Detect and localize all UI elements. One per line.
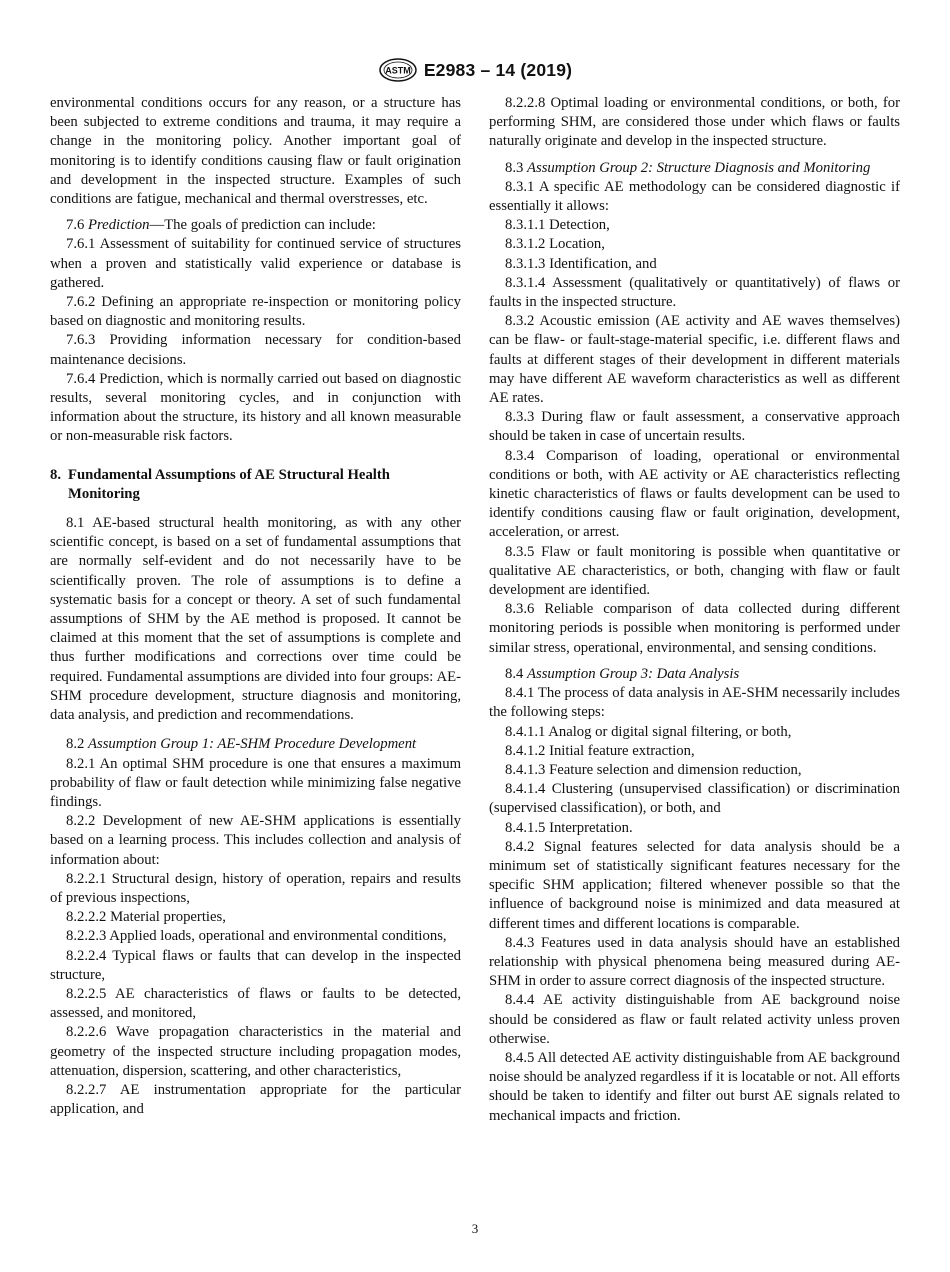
paragraph-8-4-1-2: 8.4.1.2 Initial feature extraction, xyxy=(505,742,695,759)
paragraph-8-3-number: 8.3 xyxy=(505,159,524,176)
paragraph-8-4-3: 8.4.3 Features used in data analysis should have an established relationship with physical phenomena being measured during AE-SHM in order to assure correct diagnosis of the inspected structure. xyxy=(489,934,900,990)
paragraph-8-4-5: 8.4.5 All detected AE activity distinguishable from AE background noise should be analyzed regardless if it is locatable or not. All efforts should be taken to identify and filter out burst AE signals related to mechanical impacts and friction. xyxy=(489,1049,900,1124)
paragraph-8-2-title: Assumption Group 1: AE-SHM Procedure Development xyxy=(88,736,417,753)
paragraph-8-3-1-4: 8.3.1.4 Assessment (qualitatively or quantitatively) of flaws or faults in the inspected structure. xyxy=(489,274,900,311)
paragraph-8-4 xyxy=(489,665,900,684)
section-8-number: 8. xyxy=(50,466,62,483)
paragraph-8-2 xyxy=(50,735,461,754)
paragraph-8-2-2: 8.2.2 Development of new AE-SHM applications is essentially based on a learning process. This includes collection and analysis of information about: xyxy=(50,813,461,868)
left-column xyxy=(50,94,461,1119)
paragraph-7-6-number: 7.6 xyxy=(66,217,85,234)
paragraph-8-2-2-2: 8.2.2.2 Material properties, xyxy=(66,909,226,926)
paragraph-8-3-1: 8.3.1 A specific AE methodology can be considered diagnostic if essentially it allows: xyxy=(489,178,900,215)
paragraph-8-3-title: Assumption Group 2: Structure Diagnosis and Monitoring xyxy=(527,159,871,176)
paragraph-8-3-5: 8.3.5 Flaw or fault monitoring is possible when quantitative or qualitative AE characteristics, or both, changing with flaw or fault development are identified. xyxy=(489,543,900,599)
section-8-title: Fundamental Assumptions of AE Structural Health Monitoring xyxy=(68,466,390,502)
astm-logo-icon xyxy=(378,58,418,82)
document-designation: E2983 – 14 (2019) xyxy=(423,59,573,80)
paragraph-8-2-2-5: 8.2.2.5 AE characteristics of flaws or faults to be detected, assessed, and monitored, xyxy=(50,985,461,1022)
paragraph-7-6-1: 7.6.1 Assessment of suitability for continued service of structures when a proven and statistically valid experience or database is gathered. xyxy=(50,236,461,291)
right-column xyxy=(489,94,900,1126)
paragraph-7-6-lead: Prediction xyxy=(88,217,150,234)
paragraph-8-2-2-3: 8.2.2.3 Applied loads, operational and environmental conditions, xyxy=(66,928,447,945)
paragraph-7-6-3: 7.6.3 Providing information necessary for condition-based maintenance decisions. xyxy=(50,332,461,368)
section-8-heading xyxy=(50,466,461,504)
paragraph-8-4-1-1: 8.4.1.1 Analog or digital signal filtering, or both, xyxy=(505,723,792,740)
paragraph-8-4-number: 8.4 xyxy=(505,665,524,682)
paragraph-8-1: 8.1 AE-based structural health monitoring, as with any other scientific concept, is based on a set of fundamental assumptions that are normally self-evident and do not necessarily have to be scientifically proven. The role of assumptions is to define a systematic basis for a concept or theory. A set of such fundamental assumptions of SHM by the AE method is proposed. It cannot be claimed at this moment that the set of assumptions is complete and thus further modifications and corrections over time could be required. Fundamental assumptions are divided into four groups: AE-SHM procedure development, structure diagnosis and monitoring, data analysis, and prediction and recommendations. xyxy=(50,515,461,724)
paragraph-8-4-4: 8.4.4 AE activity distinguishable from AE background noise should be considered as flaw or fault related activity unless proven otherwise. xyxy=(489,992,900,1047)
page-header xyxy=(0,58,950,82)
paragraph-8-4-1-3: 8.4.1.3 Feature selection and dimension reduction, xyxy=(505,761,802,778)
paragraph-8-3-4: 8.3.4 Comparison of loading, operational or environmental conditions or both, with AE activity or AE characteristics reflecting kinetic characteristics of flaws or faults development can be used to identify conditions causing flaw or fault origination, development, acceleration, or arrest. xyxy=(489,447,900,541)
paragraph-8-2-2-1: 8.2.2.1 Structural design, history of operation, repairs and results of previous inspections, xyxy=(50,870,461,906)
paragraph-8-3-1-3: 8.3.1.3 Identification, and xyxy=(505,255,657,272)
paragraph-7-5-continued: environmental conditions occurs for any reason, or a structure has been subjected to extreme conditions and trauma, it may require a change in the monitoring policy. Another important goal of monitoring is to identify conditions causing flaw or fault origination and development in the inspected structure. Examples of such conditions are fatigue, mechanical and thermal overstresses, etc. xyxy=(50,95,461,208)
paragraph-8-4-1-5: 8.4.1.5 Interpretation. xyxy=(505,819,633,836)
paragraph-7-6 xyxy=(50,216,461,235)
paragraph-8-2-2-7: 8.2.2.7 AE instrumentation appropriate for the particular application, and xyxy=(50,1081,461,1118)
paragraph-8-2-number: 8.2 xyxy=(66,736,85,753)
paragraph-7-6-2: 7.6.2 Defining an appropriate re-inspection or monitoring policy based on diagnostic and monitoring results. xyxy=(50,294,461,330)
paragraph-8-2-2-4: 8.2.2.4 Typical flaws or faults that can develop in the inspected structure, xyxy=(50,947,461,983)
paragraph-8-4-2: 8.4.2 Signal features selected for data analysis should be a minimum set of statistically significant features necessary for the specific SHM application; filtered whenever possible so that the influence of background noise is minimized and data measured at different times and different locations is comparable. xyxy=(489,838,900,932)
paragraph-8-2-2-8: 8.2.2.8 Optimal loading or environmental conditions, or both, for performing SHM, are considered those under which flaws or faults naturally originate and develop in the inspected structure. xyxy=(489,95,900,150)
paragraph-8-3 xyxy=(489,159,900,178)
page-number: 3 xyxy=(471,1221,479,1236)
paragraph-8-4-1-4: 8.4.1.4 Clustering (unsupervised classification) or discrimination (supervised classification), or both, and xyxy=(489,781,900,817)
paragraph-8-4-1: 8.4.1 The process of data analysis in AE-SHM necessarily includes the following steps: xyxy=(489,685,900,721)
paragraph-8-3-6: 8.3.6 Reliable comparison of data collected during different monitoring periods is possible when monitoring is performed under similar stress, operational, environmental, and sensing conditions. xyxy=(489,601,900,656)
paragraph-8-2-1: 8.2.1 An optimal SHM procedure is one that ensures a maximum probability of flaw or fault detection while minimizing false negative findings. xyxy=(50,755,461,810)
paragraph-8-3-2: 8.3.2 Acoustic emission (AE activity and AE waves themselves) can be flaw- or fault-stage-material specific, i.e. different flaws and faults at different stages of their development in different materials may have different AE waveform characteristics as well as different AE rates. xyxy=(489,313,900,407)
paragraph-8-3-1-2: 8.3.1.2 Location, xyxy=(505,236,605,253)
paragraph-8-3-3: 8.3.3 During flaw or fault assessment, a conservative approach should be taken in case of uncertain results. xyxy=(489,409,900,445)
paragraph-8-3-1-1: 8.3.1.1 Detection, xyxy=(505,217,610,234)
paragraph-7-6-text: —The goals of prediction can include: xyxy=(149,217,376,234)
paragraph-7-6-4: 7.6.4 Prediction, which is normally carried out based on diagnostic results, several monitoring cycles, and in conjunction with information about the structure, its history and all known measurable or non-measurable risk factors. xyxy=(50,370,461,445)
astm-logo-lettering: ASTM xyxy=(385,65,411,76)
paragraph-8-4-title: Assumption Group 3: Data Analysis xyxy=(527,665,740,682)
paragraph-8-2-2-6: 8.2.2.6 Wave propagation characteristics in the material and geometry of the inspected structure including propagation modes, attenuation, dispersion, scattering, and other characteristics, xyxy=(50,1024,461,1079)
